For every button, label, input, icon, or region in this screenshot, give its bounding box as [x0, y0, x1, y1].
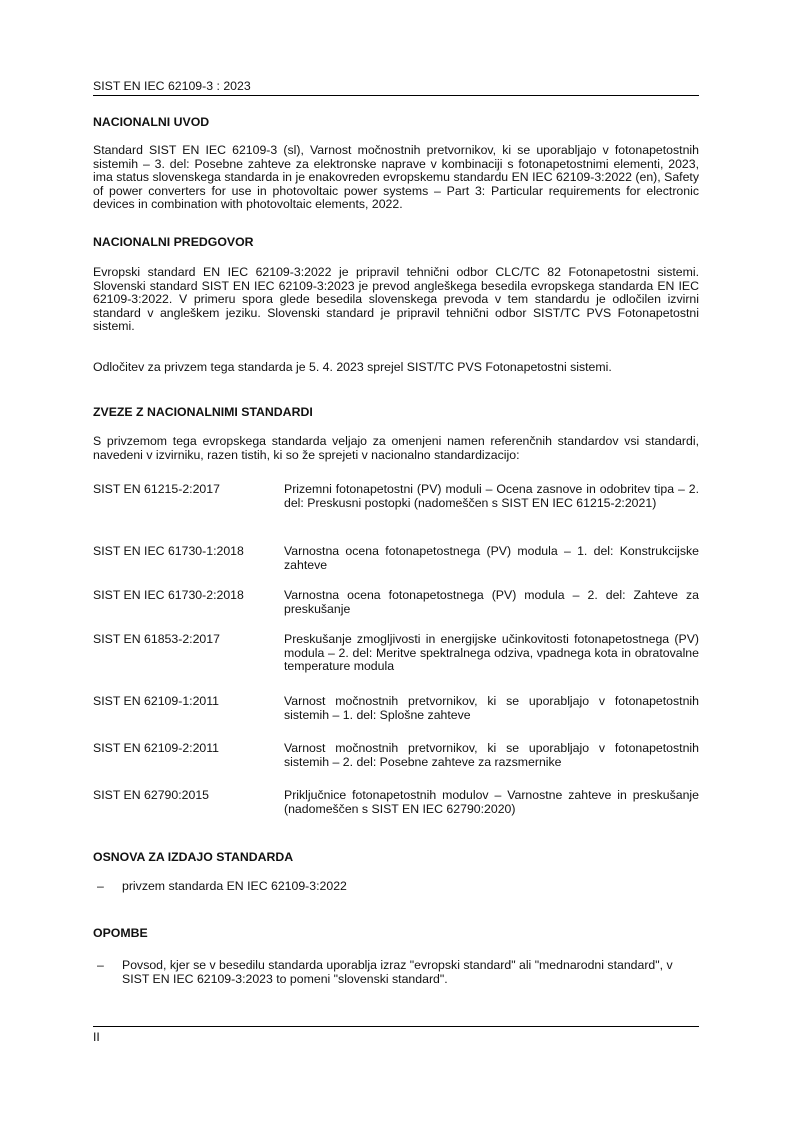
ref-desc: Priključnice fotonapetostnih modulov – Varnostne zahteve in preskušanje (nadomeščen s SIST EN IEC 62790:2020): [284, 788, 699, 816]
page-header: [93, 80, 699, 96]
zveze-intro: S privzemom tega evropskega standarda veljajo za omenjeni namen referenčnih standardov vsi standardi, navedeni v izvirniku, razen tistih, ki so že sprejeti v nacionalno standardizacijo:: [93, 434, 699, 462]
ref-code: SIST EN 62790:2015: [93, 788, 209, 802]
ref-desc: Varnostna ocena fotonapetostnega (PV) modula – 2. del: Zahteve za preskušanje: [284, 588, 699, 616]
ref-desc: Varnostna ocena fotonapetostnega (PV) modula – 1. del: Konstrukcijske zahteve: [284, 544, 699, 572]
dash-bullet: –: [97, 958, 104, 972]
ref-code: SIST EN IEC 61730-2:2018: [93, 588, 244, 602]
dash-bullet: –: [97, 879, 104, 893]
osnova-item-text: privzem standarda EN IEC 62109-3:2022: [122, 879, 347, 893]
ref-desc: Preskušanje zmogljivosti in energijske učinkovitosti fotonapetostnega (PV) modula – 2. del: Meritve spektralnega odziva, vpadnega kota in obratovalne temperature modula: [284, 632, 699, 674]
ref-code: SIST EN 61853-2:2017: [93, 632, 220, 646]
page-number: II: [93, 1030, 100, 1044]
ref-code: SIST EN 62109-2:2011: [93, 741, 220, 755]
ref-code: SIST EN 62109-1:2011: [93, 694, 220, 708]
footer-divider: [93, 1026, 699, 1027]
section-title-zveze: ZVEZE Z NACIONALNIMI STANDARDI: [93, 405, 313, 419]
section-title-opombe: OPOMBE: [93, 926, 148, 940]
ref-desc: Prizemni fotonapetostni (PV) moduli – Ocena zasnove in odobritev tipa – 2. del: Preskusni postopki (nadomeščen s SIST EN IEC 61215-2:2021): [284, 482, 699, 510]
ref-desc: Varnost močnostnih pretvornikov, ki se uporabljajo v fotonapetostnih sistemih – 1. del: Splošne zahteve: [284, 694, 699, 722]
ref-code: SIST EN 61215-2:2017: [93, 482, 220, 496]
opombe-item-text: Povsod, kjer se v besedilu standarda uporablja izraz "evropski standard" ali "mednarodni standard", v SIST EN IEC 62109-3:2023 to pomeni "slovenski standard".: [122, 958, 673, 986]
predgovor-paragraph-2: Odločitev za privzem tega standarda je 5. 4. 2023 sprejel SIST/TC PVS Fotonapetostni sistemi.: [93, 360, 612, 374]
section-title-predgovor: NACIONALNI PREDGOVOR: [93, 235, 254, 249]
section-title-osnova: OSNOVA ZA IZDAJO STANDARDA: [93, 850, 294, 864]
uvod-paragraph: Standard SIST EN IEC 62109-3 (sl), Varnost močnostnih pretvornikov, ki se uporabljajo v fotonapetostnih sistemih – 3. del: Posebne zahteve za elektronske naprave v kombinaciji s fotonapetostnimi elementi, 2023, ima status slovenskega standarda in je enakovreden evropskemu standardu EN IEC 62109-3:2022 (en), Safety of power converters for use in photovoltaic power systems – Part 3: Particular requirements for electronic devices in combination with photovoltaic elements, 2022.: [93, 143, 699, 212]
ref-code: SIST EN IEC 61730-1:2018: [93, 544, 244, 558]
section-title-uvod: NACIONALNI UVOD: [93, 115, 210, 129]
ref-desc: Varnost močnostnih pretvornikov, ki se uporabljajo v fotonapetostnih sistemih – 2. del: Posebne zahteve za razsmernike: [284, 741, 699, 769]
header-doc-id: SIST EN IEC 62109-3 : 2023: [93, 79, 251, 93]
predgovor-paragraph-1: Evropski standard EN IEC 62109-3:2022 je pripravil tehnični odbor CLC/TC 82 Fotonapetostni sistemi. Slovenski standard SIST EN IEC 62109-3:2023 je prevod angleškega besedila evropskega standarda EN IEC 62109-3:2022. V primeru spora glede besedila slovenskega prevoda v tem standardu je odločilen izvirni standard v angleškem jeziku. Slovenski standard je pripravil tehnični odbor SIST/TC PVS Fotonapetostni sistemi.: [93, 265, 699, 334]
